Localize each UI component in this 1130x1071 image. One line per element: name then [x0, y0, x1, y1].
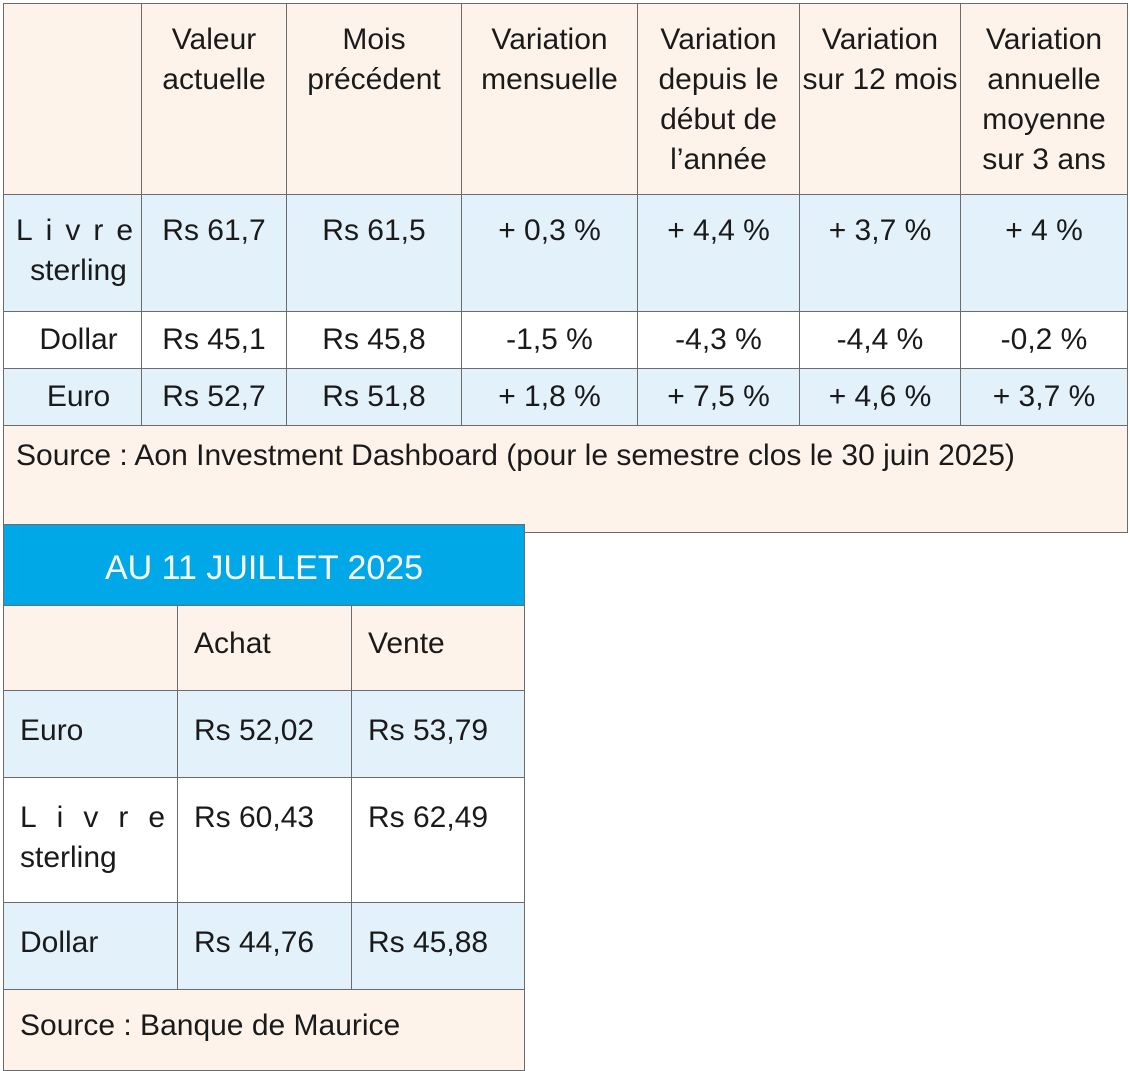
table-cell: Rs 52,7	[142, 369, 287, 426]
table-title-row	[4, 525, 525, 606]
currency-label-line2: sterling	[20, 841, 117, 874]
table-cell: + 7,5 %	[638, 369, 800, 426]
table-header-row	[4, 4, 1128, 195]
currency-label: Euro	[4, 691, 178, 778]
header-variation-mensuelle: Variation mensuelle	[462, 4, 638, 195]
table-row	[4, 778, 525, 903]
header-vente: Vente	[352, 606, 525, 691]
table-row	[4, 903, 525, 990]
table-header-row	[4, 606, 525, 691]
table-cell: + 4,4 %	[638, 195, 800, 312]
table-row	[4, 195, 1128, 312]
table-cell: + 1,8 %	[462, 369, 638, 426]
table-cell: Rs 53,79	[352, 691, 525, 778]
table-cell: Rs 45,8	[287, 312, 462, 369]
currency-label: Dollar	[4, 903, 178, 990]
table-cell: Rs 45,88	[352, 903, 525, 990]
source-row	[4, 990, 525, 1071]
currency-label	[4, 195, 147, 312]
source-row	[4, 426, 1128, 533]
header-variation-3-ans: Variation annuelle moyenne sur 3 ans	[961, 4, 1128, 195]
table-cell: Rs 44,76	[178, 903, 352, 990]
source-note: Source : Banque de Maurice	[4, 990, 525, 1071]
currency-label-line1: Livre	[20, 801, 186, 834]
table-cell: Rs 61,7	[142, 195, 287, 312]
exchange-variation-table	[3, 3, 1128, 533]
table-cell: + 3,7 %	[800, 195, 961, 312]
table-cell: + 4,6 %	[800, 369, 961, 426]
header-valeur-actuelle: Valeur actuelle	[142, 4, 287, 195]
table-cell: + 3,7 %	[961, 369, 1128, 426]
table-cell: Rs 62,49	[352, 778, 525, 903]
table-row	[4, 369, 1128, 426]
table-cell: Rs 51,8	[287, 369, 462, 426]
table-row	[4, 312, 1128, 369]
table-cell: Rs 52,02	[178, 691, 352, 778]
table-title: AU 11 JUILLET 2025	[4, 525, 525, 606]
currency-label-line1: Livre	[16, 214, 147, 247]
table-cell: + 0,3 %	[462, 195, 638, 312]
header-cell-empty	[4, 4, 142, 195]
header-mois-precedent: Mois précédent	[287, 4, 462, 195]
table-cell: -0,2 %	[961, 312, 1128, 369]
table-cell: -4,4 %	[800, 312, 961, 369]
table-row	[4, 691, 525, 778]
currency-label-line2: sterling	[30, 254, 127, 287]
table-cell: + 4 %	[961, 195, 1128, 312]
table-cell: -4,3 %	[638, 312, 800, 369]
table-cell: Rs 45,1	[142, 312, 287, 369]
header-cell-empty	[4, 606, 178, 691]
header-variation-debut-annee: Variation depuis le début de l’année	[638, 4, 800, 195]
currency-label	[4, 778, 186, 903]
currency-label: Dollar	[4, 312, 142, 369]
exchange-rate-table	[3, 524, 525, 1071]
currency-label: Euro	[4, 369, 142, 426]
source-note: Source : Aon Investment Dashboard (pour le semestre clos le 30 juin 2025)	[4, 426, 1128, 533]
table-cell: -1,5 %	[462, 312, 638, 369]
header-achat: Achat	[178, 606, 352, 691]
table-cell: Rs 61,5	[287, 195, 462, 312]
table-cell: Rs 60,43	[178, 778, 352, 903]
header-variation-12-mois: Variation sur 12 mois	[800, 4, 961, 195]
